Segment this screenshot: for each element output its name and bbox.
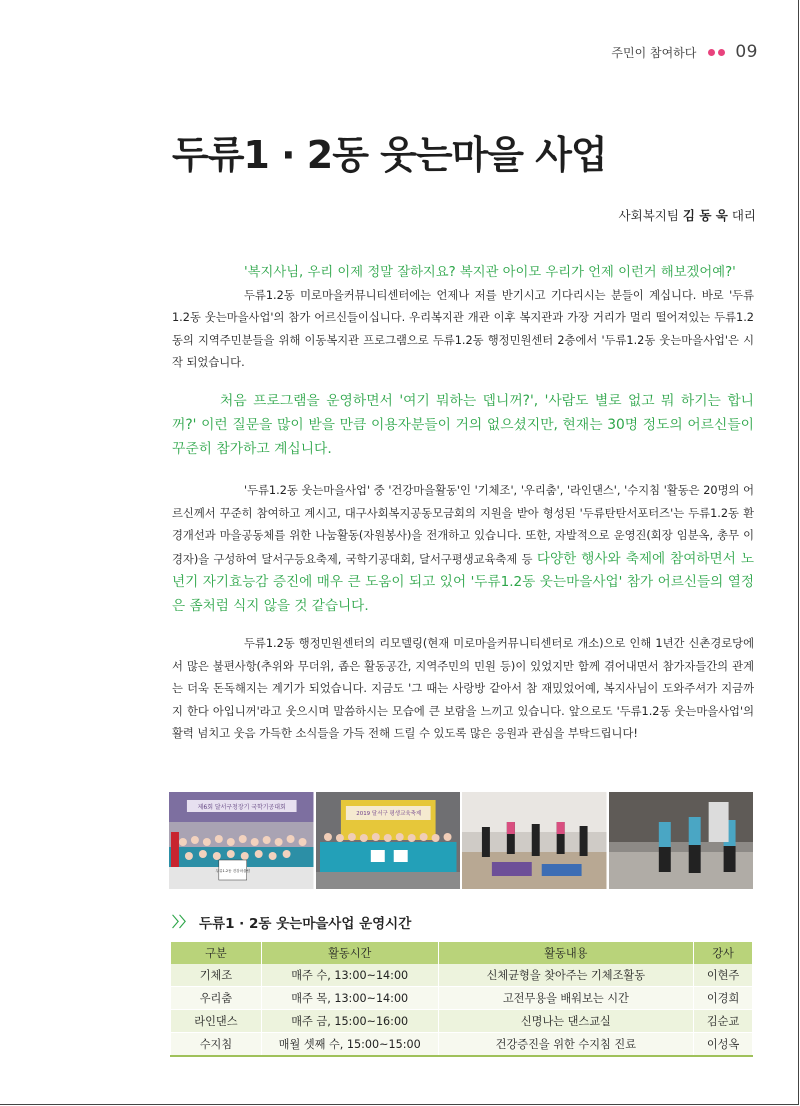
table-cell: 이경희: [694, 987, 753, 1010]
paragraph-2-highlight: 다양한 행사와 축제에 참여하면서 노년기 자기효능감 증진에 매우 큰 도움이 되고 있어 '두류1.2동 웃는마을사업' 참가 어르신들의 열정은 좀처럼 식지 않을 것 같습니다.: [172, 550, 754, 614]
photo-volunteer-cleanup: [609, 792, 754, 889]
paragraph-2-body: '두류1.2동 웃는마을사업' 중 '건강마을활동'인 '기체조', '우리춤', '라인댄스', '수지침 '활동은 20명의 어르신께서 꾸준히 참여하고 계시고, 대구사회복지공동모금회의 지원을 받아 형성된 '두류탄탄서포터즈'는 두류1.2동 환경개선과 마을공동체를 위한 나눔활동(자원봉사)을 전개하고 있습니다. 또한, 자발적으로 운영진(회장 임분옥, 총무 이경자)을 구성하여 달서구등요축제, 국학기공대회, 달서구평생교육축제 등: [172, 484, 754, 566]
section-label: 주민이 참여하다: [611, 45, 697, 60]
column-header: 강사: [694, 942, 753, 964]
photo-group-festival: [316, 792, 461, 889]
author-team: 사회복지팀: [618, 208, 679, 223]
quote-highlight: '복지사님, 우리 이제 정말 잘하지요? 복지관 아이모 우리가 언제 이런거 해보겠어예?': [244, 265, 736, 280]
table-cell: 기체조: [171, 964, 262, 987]
table-row: [171, 987, 753, 1010]
table-cell: 이성옥: [694, 1033, 753, 1057]
chevron-right-icon: 〉〉: [172, 915, 193, 931]
photo-strip: [169, 792, 753, 889]
table-cell: 매주 목, 13:00~14:00: [261, 987, 438, 1010]
table-cell: 매주 금, 15:00~16:00: [261, 1010, 438, 1033]
paragraph-2-text: [172, 480, 754, 618]
schedule-heading: [172, 912, 411, 932]
banner-text-2: 2019 달서구 평생교육축제: [355, 810, 421, 818]
quote-line: [172, 262, 754, 285]
paragraph-3: [172, 633, 754, 746]
page-header: [611, 42, 758, 62]
paragraph-1: [172, 262, 754, 375]
page-title: 두류1 · 2동 웃는마을 사업: [172, 133, 607, 177]
table-cell: 신체균형을 찾아주는 기체조활동: [438, 964, 693, 987]
photo-group-stage: [169, 792, 314, 889]
photo-exercise-class: [462, 792, 607, 889]
highlight-block-1: [172, 389, 754, 461]
table-cell: 신명나는 댄스교실: [438, 1010, 693, 1033]
highlight-1-text: 처음 프로그램을 운영하면서 '여기 뭐하는 뎁니꺼?', '사람도 별로 없고 뭐 하기는 합니꺼?' 이런 질문을 많이 받을 만큼 이용자분들이 거의 없으셨지만, 현재는 30명 정도의 어르신들이 꾸준히 참가하고 계십니다.: [172, 393, 754, 457]
table-row: [171, 964, 753, 987]
page-number: 09: [735, 42, 758, 62]
paragraph-3-text: 두류1.2동 행정민원센터의 리모델링(현재 미로마을커뮤니티센터로 개소)으로 인해 1년간 신촌경로당에서 많은 불편사항(추위와 무더위, 좁은 활동공간, 지역주민의 민원 등)이 있었지만 함께 겪어내면서 참가자들간의 관계는 더욱 돈독해지는 계기가 되었습니다. 지금도 '그 때는 사랑방 같아서 참 재밌었어예, 복지사님이 도와주셔가 지금까지 한다 아입니꺼'라고 웃으시며 말씀하시는 모습에 큰 보람을 느끼고 있습니다. 앞으로도 '두류1.2동 웃는마을사업'의 활력 넘치고 웃음 가득한 소식들을 가득 전해 드릴 수 있도록 많은 응원과 관심을 부탁드립니다!: [172, 637, 754, 740]
column-header: 활동내용: [438, 942, 693, 964]
table-cell: 라인댄스: [171, 1010, 262, 1033]
header-dots: [708, 49, 725, 56]
table-cell: 고전무용을 배워보는 시간: [438, 987, 693, 1010]
paragraph-1-text: 두류1.2동 미로마을커뮤니티센터에는 언제나 저를 반기시고 기다리시는 분들이 계십니다. 바로 '두류1.2동 웃는마을사업'의 참가 어르신들이십니다. 우리복지관 개관 이후 복지관과 가장 거리가 멀리 떨어져있는 두류1.2동의 지역주민분들을 위해 이동복지관 프로그램으로 두류1.2동 행정민원센터 2층에서 '두류1.2동 웃는마을사업'은 시작 되었습니다.: [172, 288, 754, 369]
table-cell: 김순교: [694, 1010, 753, 1033]
table-cell: 이현주: [694, 964, 753, 987]
table-header-row: [171, 942, 753, 964]
table-row: [171, 1010, 753, 1033]
table-cell: 수지침: [171, 1033, 262, 1057]
table-row: [171, 1033, 753, 1057]
column-header: 구분: [171, 942, 262, 964]
team-sign-text: 두류1.2동 건강마을팀: [215, 868, 250, 874]
schedule-table: [170, 942, 753, 1057]
table-cell: 매월 셋째 수, 15:00~15:00: [261, 1033, 438, 1057]
banner-text-1: 제6회 달서구청장기 국학기공대회: [197, 803, 286, 812]
paragraph-2: [172, 480, 754, 618]
author-name: 김 동 욱: [682, 208, 728, 223]
table-cell: 매주 수, 13:00~14:00: [261, 964, 438, 987]
author-line: [619, 206, 756, 224]
column-header: 활동시간: [261, 942, 438, 964]
table-cell: 건강증진을 위한 수지침 진료: [438, 1033, 693, 1057]
table-cell: 우리춤: [171, 987, 262, 1010]
schedule-title: 두류1 · 2동 웃는마을사업 운영시간: [199, 916, 412, 932]
author-rank: 대리: [731, 208, 756, 223]
